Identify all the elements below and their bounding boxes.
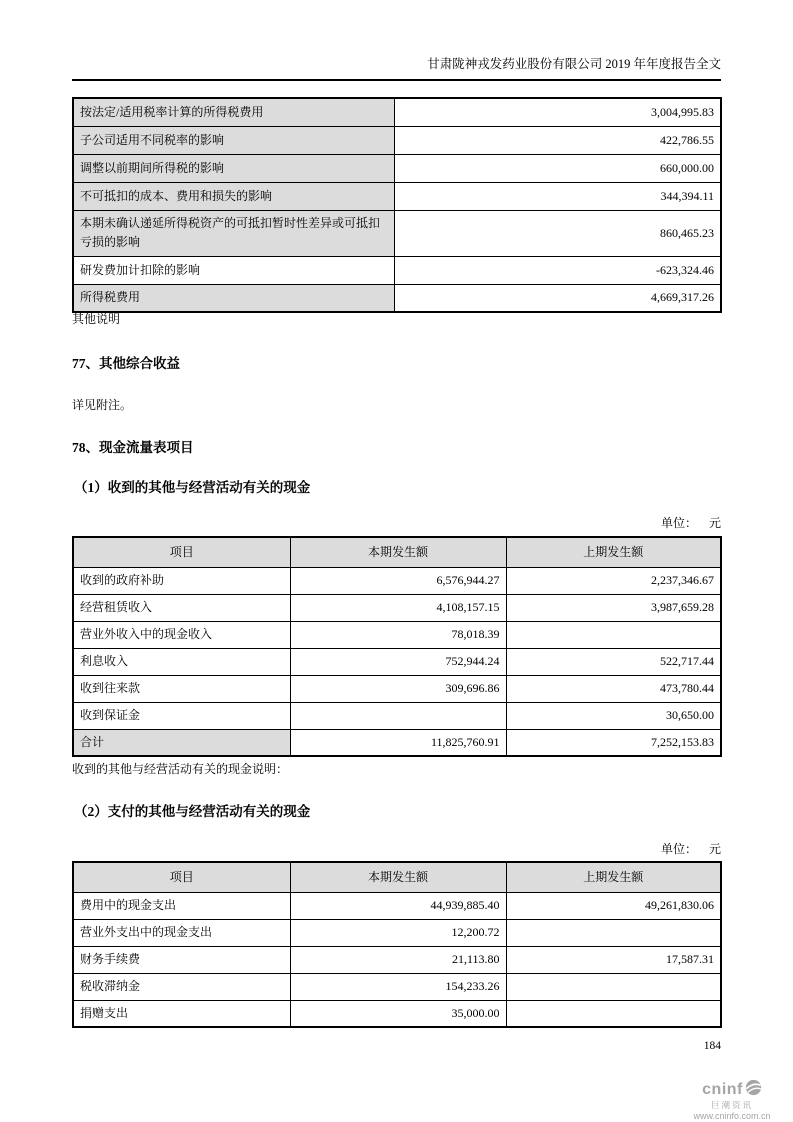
- row-label: 经营租赁收入: [73, 594, 290, 621]
- unit-label-received: 单位： 元: [660, 516, 721, 530]
- unit-label-paid: 单位： 元: [660, 842, 721, 856]
- column-header-current: 本期发生额: [290, 862, 506, 892]
- row-prior-value: 17,587.31: [506, 946, 721, 973]
- row-value: 660,000.00: [394, 154, 721, 182]
- row-current-value: 6,576,944.27: [290, 567, 506, 594]
- row-current-value: 44,939,885.40: [290, 892, 506, 919]
- row-label: 研发费加计扣除的影响: [73, 256, 394, 284]
- row-current-value: 21,113.80: [290, 946, 506, 973]
- table-header-row: [73, 862, 721, 892]
- table-row: [73, 675, 721, 702]
- row-prior-value: 522,717.44: [506, 648, 721, 675]
- cninfo-url: www.cninfo.com.cn: [693, 1111, 771, 1122]
- table-row: [73, 126, 721, 154]
- row-prior-value: 3,987,659.28: [506, 594, 721, 621]
- column-header-item: 项目: [73, 537, 290, 567]
- see-appendix-note: 详见附注。: [72, 398, 133, 412]
- row-label: 收到保证金: [73, 702, 290, 729]
- total-prior-value: 7,252,153.83: [506, 729, 721, 756]
- section-78-heading: 78、现金流量表项目: [72, 440, 194, 455]
- row-label: 收到往来款: [73, 675, 290, 702]
- row-current-value: 752,944.24: [290, 648, 506, 675]
- row-label: 利息收入: [73, 648, 290, 675]
- row-prior-value: 30,650.00: [506, 702, 721, 729]
- row-label: 营业外收入中的现金收入: [73, 621, 290, 648]
- row-prior-value: [506, 621, 721, 648]
- section-77-heading: 77、其他综合收益: [72, 356, 180, 371]
- row-label: 所得税费用: [73, 284, 394, 312]
- cash-paid-table: [72, 861, 722, 1028]
- cninfo-logo: [677, 1079, 787, 1122]
- row-label: 本期未确认递延所得税资产的可抵扣暂时性差异或可抵扣亏损的影响: [73, 210, 394, 256]
- row-value: 422,786.55: [394, 126, 721, 154]
- table-row: [73, 284, 721, 312]
- row-label: 收到的政府补助: [73, 567, 290, 594]
- table-row: [73, 648, 721, 675]
- page-number: 184: [703, 1040, 721, 1052]
- column-header-item: 项目: [73, 862, 290, 892]
- table-row: [73, 946, 721, 973]
- section-78-1-heading: （1）收到的其他与经营活动有关的现金: [74, 480, 311, 495]
- table-row: [73, 594, 721, 621]
- table-row: [73, 567, 721, 594]
- received-cash-explanation-note: 收到的其他与经营活动有关的现金说明：: [72, 762, 289, 776]
- row-prior-value: 473,780.44: [506, 675, 721, 702]
- row-current-value: 35,000.00: [290, 1000, 506, 1027]
- row-current-value: 4,108,157.15: [290, 594, 506, 621]
- row-prior-value: 2,237,346.67: [506, 567, 721, 594]
- income-tax-reconciliation-table: [72, 97, 722, 313]
- table-row: [73, 919, 721, 946]
- row-current-value: 309,696.86: [290, 675, 506, 702]
- row-label: 税收滞纳金: [73, 973, 290, 1000]
- table-total-row: [73, 729, 721, 756]
- table-row: [73, 182, 721, 210]
- row-value: 4,669,317.26: [394, 284, 721, 312]
- row-label: 不可抵扣的成本、费用和损失的影响: [73, 182, 394, 210]
- row-value: 344,394.11: [394, 182, 721, 210]
- row-prior-value: 49,261,830.06: [506, 892, 721, 919]
- cninfo-brand-text: cninf: [702, 1081, 743, 1098]
- other-explanation-note: 其他说明: [72, 312, 121, 326]
- row-value: 3,004,995.83: [394, 98, 721, 126]
- row-current-value: [290, 702, 506, 729]
- cash-received-table: [72, 536, 722, 757]
- row-current-value: 154,233.26: [290, 973, 506, 1000]
- row-label: 财务手续费: [73, 946, 290, 973]
- document-header: [72, 54, 721, 81]
- table-row: [73, 1000, 721, 1027]
- row-label: 调整以前期间所得税的影响: [73, 154, 394, 182]
- cninfo-swirl-icon: [745, 1079, 762, 1101]
- total-current-value: 11,825,760.91: [290, 729, 506, 756]
- column-header-prior: 上期发生额: [506, 862, 721, 892]
- row-value: -623,324.46: [394, 256, 721, 284]
- total-row-label: 合计: [73, 729, 290, 756]
- column-header-prior: 上期发生额: [506, 537, 721, 567]
- table-row: [73, 256, 721, 284]
- row-label: 费用中的现金支出: [73, 892, 290, 919]
- column-header-current: 本期发生额: [290, 537, 506, 567]
- table-row: [73, 702, 721, 729]
- row-prior-value: [506, 919, 721, 946]
- row-value: 860,465.23: [394, 210, 721, 256]
- row-label: 营业外支出中的现金支出: [73, 919, 290, 946]
- cninfo-logo-row: [677, 1079, 787, 1101]
- table-row: [73, 892, 721, 919]
- table-header-row: [73, 537, 721, 567]
- row-label: 捐赠支出: [73, 1000, 290, 1027]
- row-current-value: 78,018.39: [290, 621, 506, 648]
- table-row: [73, 621, 721, 648]
- row-prior-value: [506, 1000, 721, 1027]
- row-label: 子公司适用不同税率的影响: [73, 126, 394, 154]
- row-prior-value: [506, 973, 721, 1000]
- row-current-value: 12,200.72: [290, 919, 506, 946]
- table-row: [73, 154, 721, 182]
- section-78-2-heading: （2）支付的其他与经营活动有关的现金: [74, 804, 311, 819]
- row-label: 按法定/适用税率计算的所得税费用: [73, 98, 394, 126]
- table-row: [73, 973, 721, 1000]
- table-row: [73, 210, 721, 256]
- table-row: [73, 98, 721, 126]
- cninfo-subtitle: 巨潮资讯: [710, 1100, 753, 1111]
- document-title: 甘肃陇神戎发药业股份有限公司 2019 年年度报告全文: [427, 57, 721, 71]
